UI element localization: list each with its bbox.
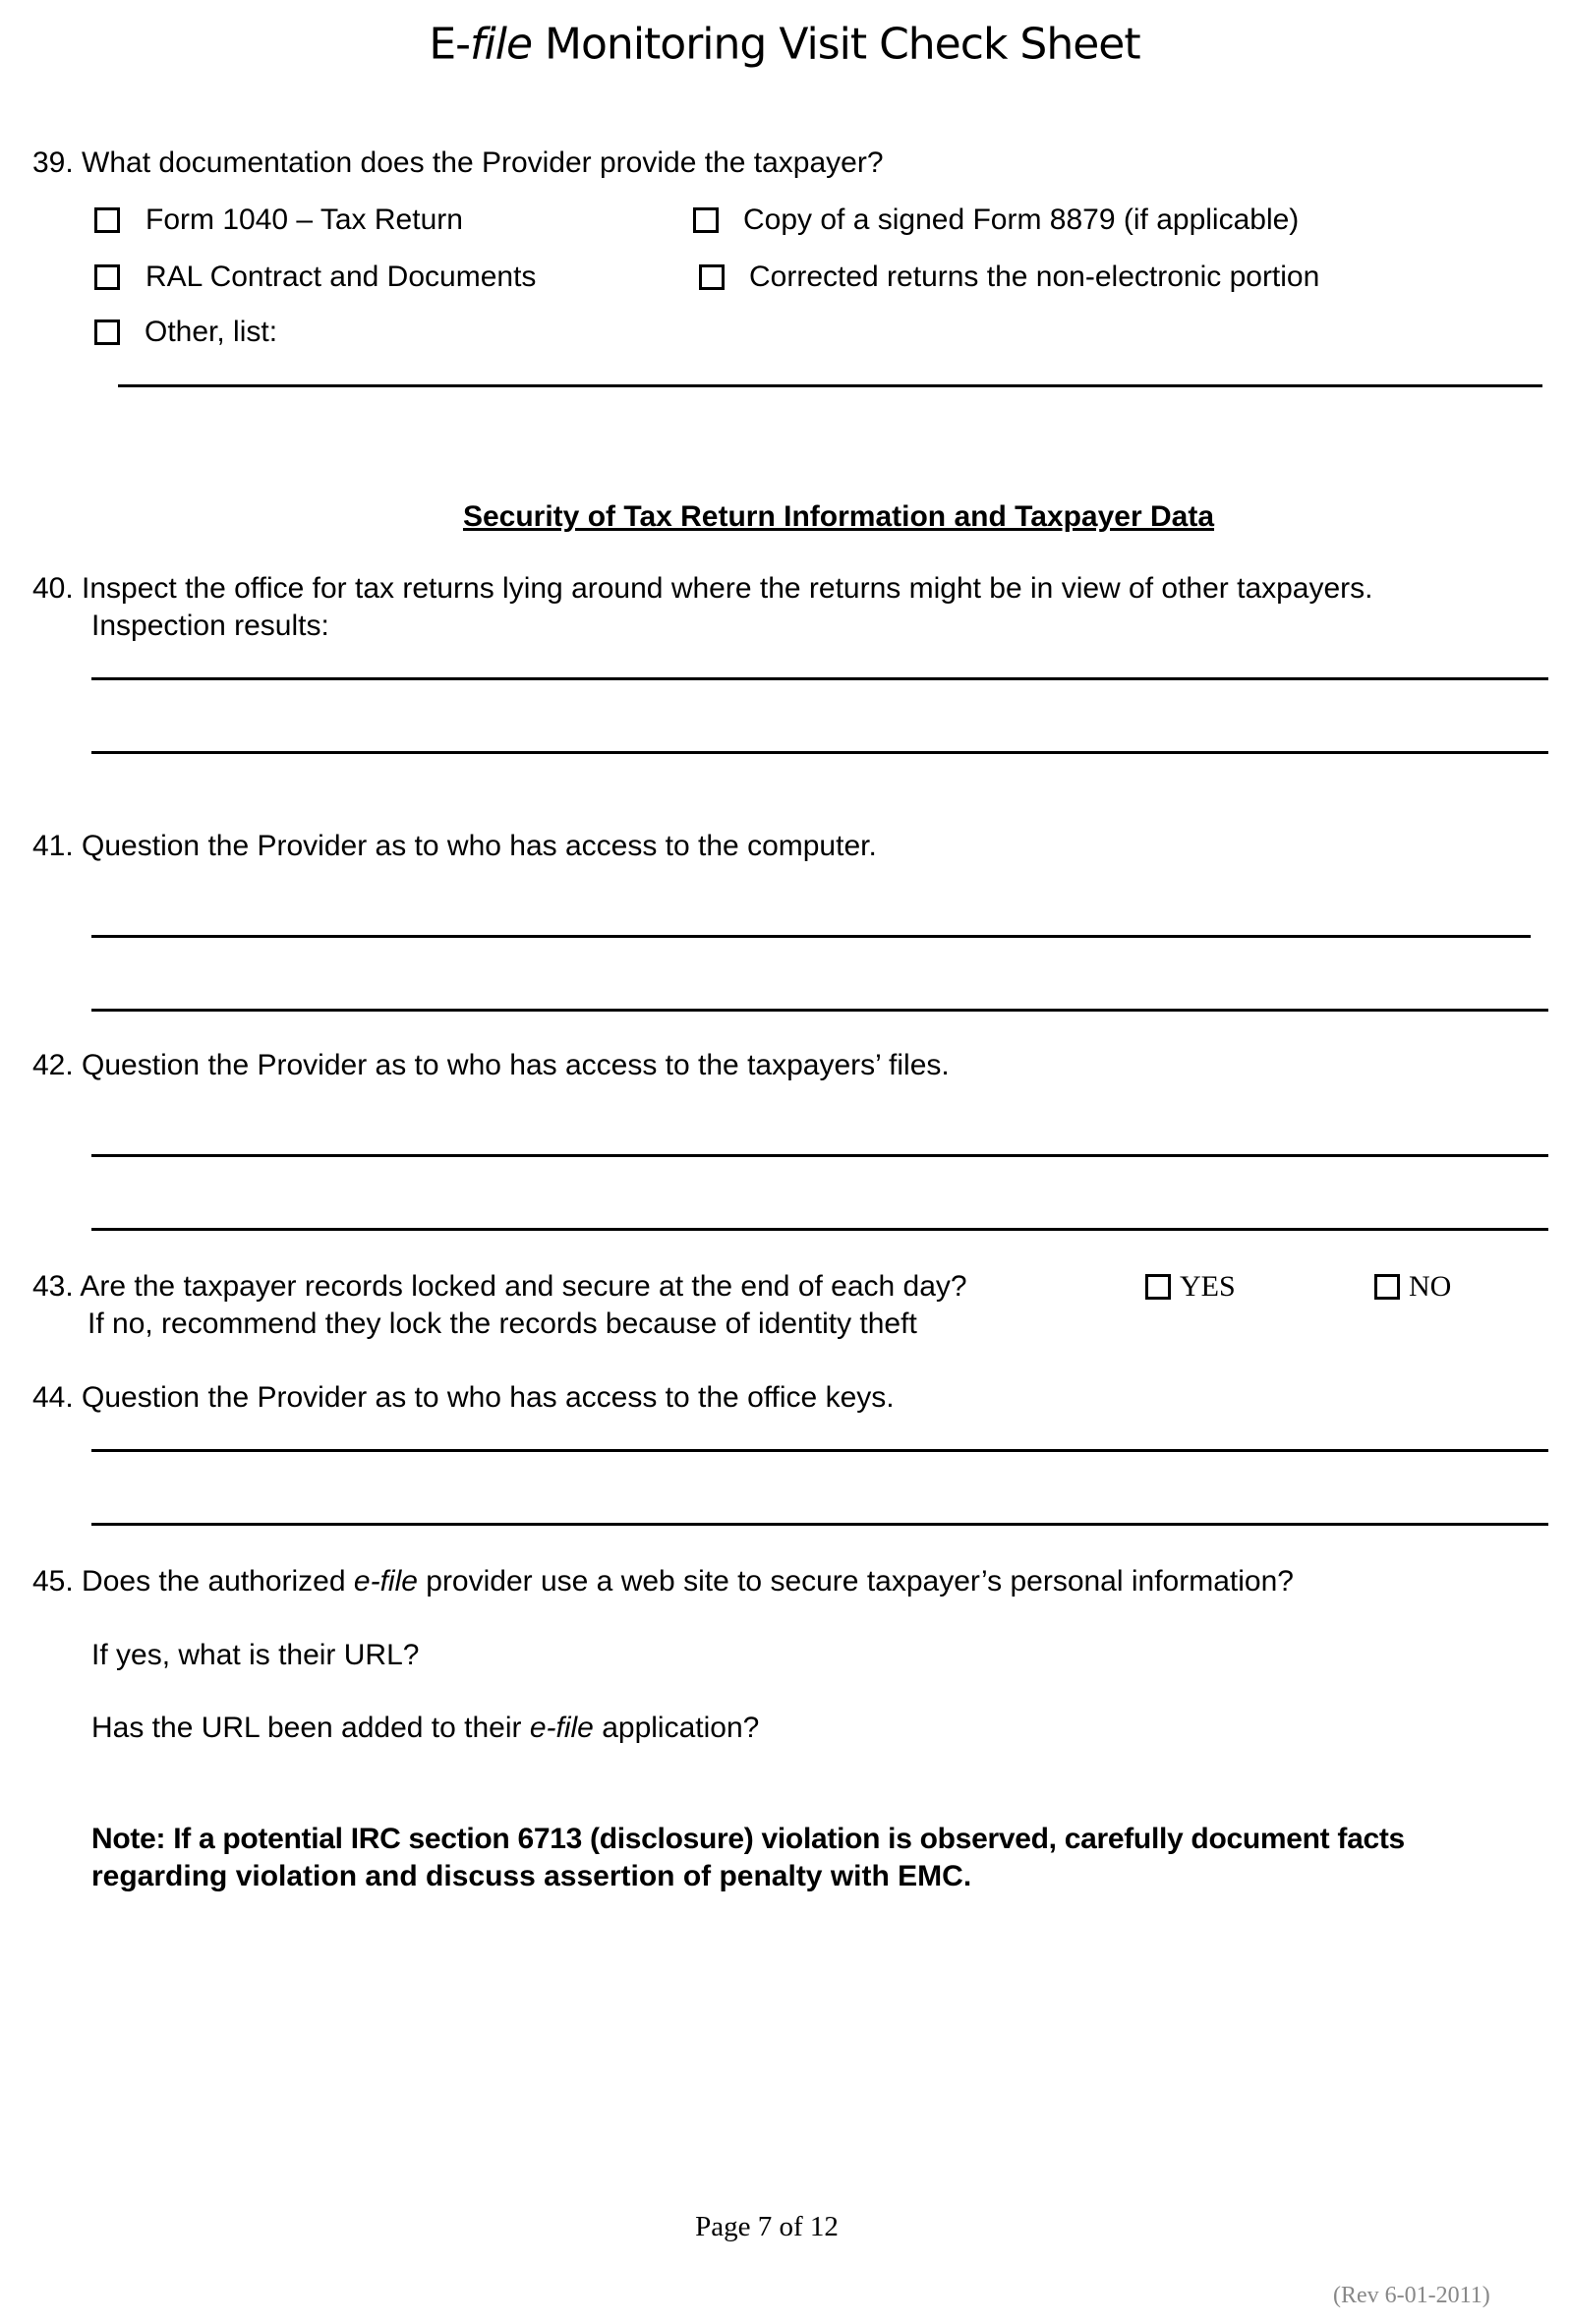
answer-line[interactable] — [91, 677, 1548, 680]
q45-post: provider use a web site to secure taxpayer’s personal information? — [417, 1565, 1294, 1598]
checkbox-no[interactable] — [1374, 1274, 1400, 1300]
checkbox-yes[interactable] — [1145, 1274, 1171, 1300]
revision-date: (Rev 6-01-2011) — [1333, 2283, 1490, 2308]
url-question: If yes, what is their URL? — [91, 1639, 420, 1671]
question-44: 44. Question the Provider as to who has access to the office keys. — [32, 1381, 895, 1414]
answer-line[interactable] — [91, 935, 1531, 938]
q45-italic: e-file — [353, 1565, 418, 1598]
checkbox-form-1040[interactable] — [94, 207, 120, 233]
answer-line[interactable] — [91, 1009, 1548, 1012]
no-label: NO — [1409, 1270, 1452, 1303]
title-rest: Monitoring Visit Check Sheet — [532, 19, 1140, 70]
option-label: Form 1040 – Tax Return — [145, 203, 463, 236]
answer-line[interactable] — [91, 1523, 1548, 1526]
question-39: 39. What documentation does the Provider provide the taxpayer? — [32, 146, 884, 179]
question-43: 43. Are the taxpayer records locked and secure at the end of each day? — [32, 1270, 967, 1303]
option-label: Copy of a signed Form 8879 (if applicable) — [743, 203, 1300, 236]
q45-pre: 45. Does the authorized — [32, 1565, 354, 1598]
checkbox-ral-contract[interactable] — [94, 264, 120, 290]
url-added-question — [91, 1712, 759, 1745]
question-41: 41. Question the Provider as to who has access to the computer. — [32, 830, 877, 862]
note-line-1: Note: If a potential IRC section 6713 (disclosure) violation is observed, carefully document facts — [91, 1823, 1405, 1855]
question-40: 40. Inspect the office for tax returns lying around where the returns might be in view of other taxpayers. — [32, 572, 1373, 605]
question-43-sub: If no, recommend they lock the records because of identity theft — [87, 1307, 917, 1340]
checkbox-other[interactable] — [94, 320, 120, 345]
yes-label: YES — [1180, 1270, 1236, 1303]
answer-line[interactable] — [91, 1154, 1548, 1157]
option-label: Other, list: — [145, 316, 278, 348]
option-label: RAL Contract and Documents — [145, 261, 537, 293]
checkbox-form-8879[interactable] — [693, 207, 719, 233]
section-heading: Security of Tax Return Information and Taxpayer Data — [462, 500, 1215, 533]
page-title — [0, 20, 1569, 70]
question-42: 42. Question the Provider as to who has access to the taxpayers’ files. — [32, 1049, 950, 1081]
answer-line[interactable] — [91, 1228, 1548, 1231]
title-prefix: E- — [429, 19, 471, 70]
added-pre: Has the URL been added to their — [91, 1712, 530, 1744]
title-italic: file — [470, 19, 533, 70]
note-line-2: regarding violation and discuss assertion of penalty with EMC. — [91, 1860, 972, 1892]
option-label: Corrected returns the non-electronic portion — [749, 261, 1320, 293]
added-post: application? — [593, 1712, 760, 1744]
page-number: Page 7 of 12 — [695, 2211, 839, 2242]
added-italic: e-file — [529, 1712, 594, 1744]
question-40-sub: Inspection results: — [91, 610, 329, 642]
answer-line[interactable] — [91, 1449, 1548, 1452]
answer-line[interactable] — [91, 751, 1548, 754]
question-45 — [32, 1565, 1294, 1598]
answer-line[interactable] — [118, 384, 1542, 387]
checkbox-corrected-returns[interactable] — [699, 264, 725, 290]
